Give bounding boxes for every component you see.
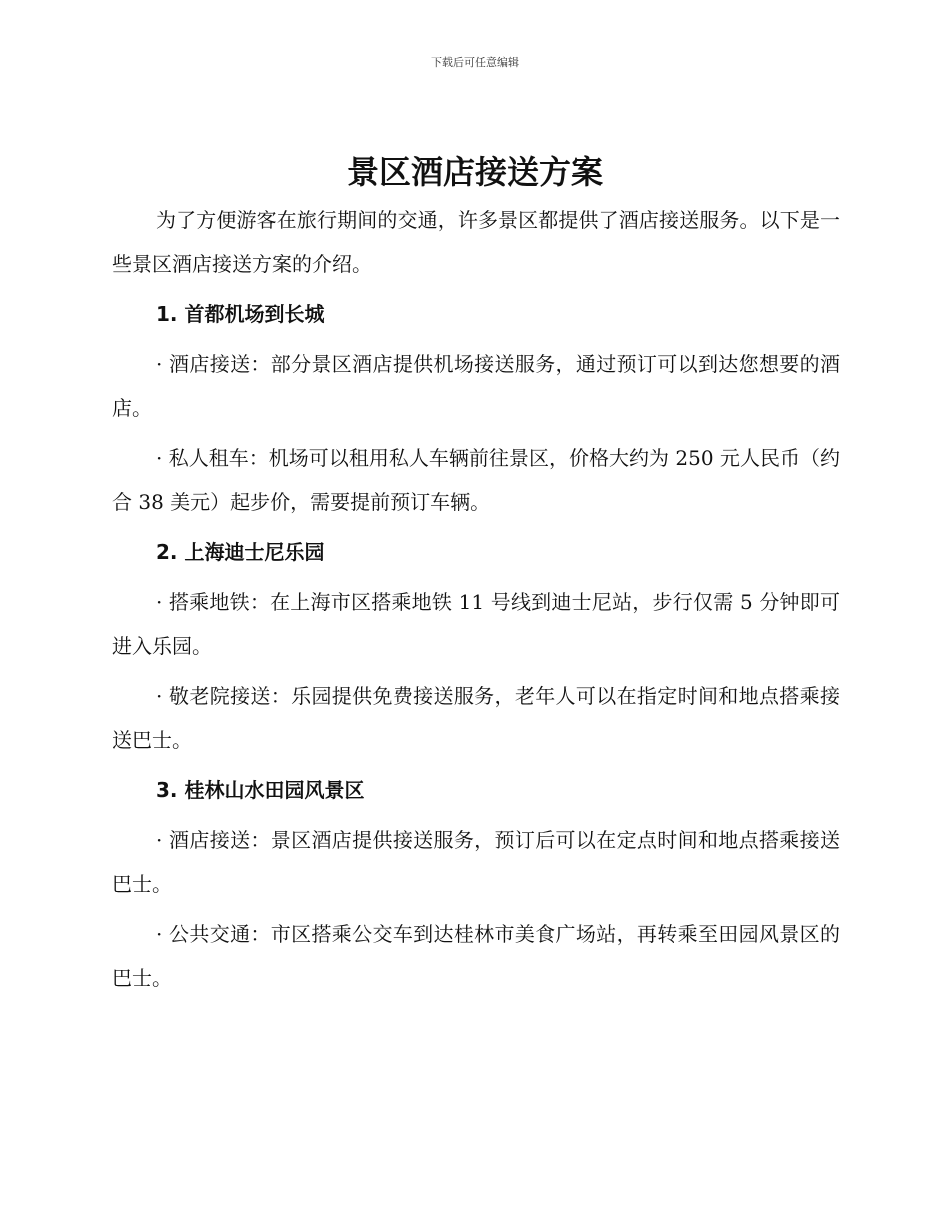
bullet-item: · 酒店接送：部分景区酒店提供机场接送服务，通过预订可以到达您想要的酒店。 <box>112 352 840 420</box>
bullet-item: · 私人租车：机场可以租用私人车辆前往景区，价格大约为 250 元人民币（约合 38 美元）起步价，需要提前预订车辆。 <box>112 446 840 514</box>
bullet-item: · 敬老院接送：乐园提供免费接送服务，老年人可以在指定时间和地点搭乘接送巴士。 <box>112 684 840 752</box>
section-heading: 2. 上海迪士尼乐园 <box>156 540 325 564</box>
section-3 <box>112 768 840 1000</box>
section-heading: 3. 桂林山水田园风景区 <box>156 778 365 802</box>
document-title: 景区酒店接送方案 <box>346 153 603 191</box>
bullet-item: · 搭乘地铁：在上海市区搭乘地铁 11 号线到迪士尼站，步行仅需 5 分钟即可进入乐园。 <box>112 590 840 658</box>
bullet-item: · 酒店接送：景区酒店提供接送服务，预订后可以在定点时间和地点搭乘接送巴士。 <box>112 828 840 896</box>
header-note: 下载后可任意编辑 <box>431 56 519 69</box>
intro-paragraph: 为了方便游客在旅行期间的交通，许多景区都提供了酒店接送服务。以下是一些景区酒店接送方案的介绍。 <box>112 208 840 276</box>
bullet-item: · 公共交通：市区搭乘公交车到达桂林市美食广场站，再转乘至田园风景区的巴士。 <box>112 922 840 990</box>
section-1 <box>112 292 840 524</box>
section-2 <box>112 530 840 762</box>
document-body <box>112 198 840 1006</box>
section-heading: 1. 首都机场到长城 <box>156 302 325 326</box>
